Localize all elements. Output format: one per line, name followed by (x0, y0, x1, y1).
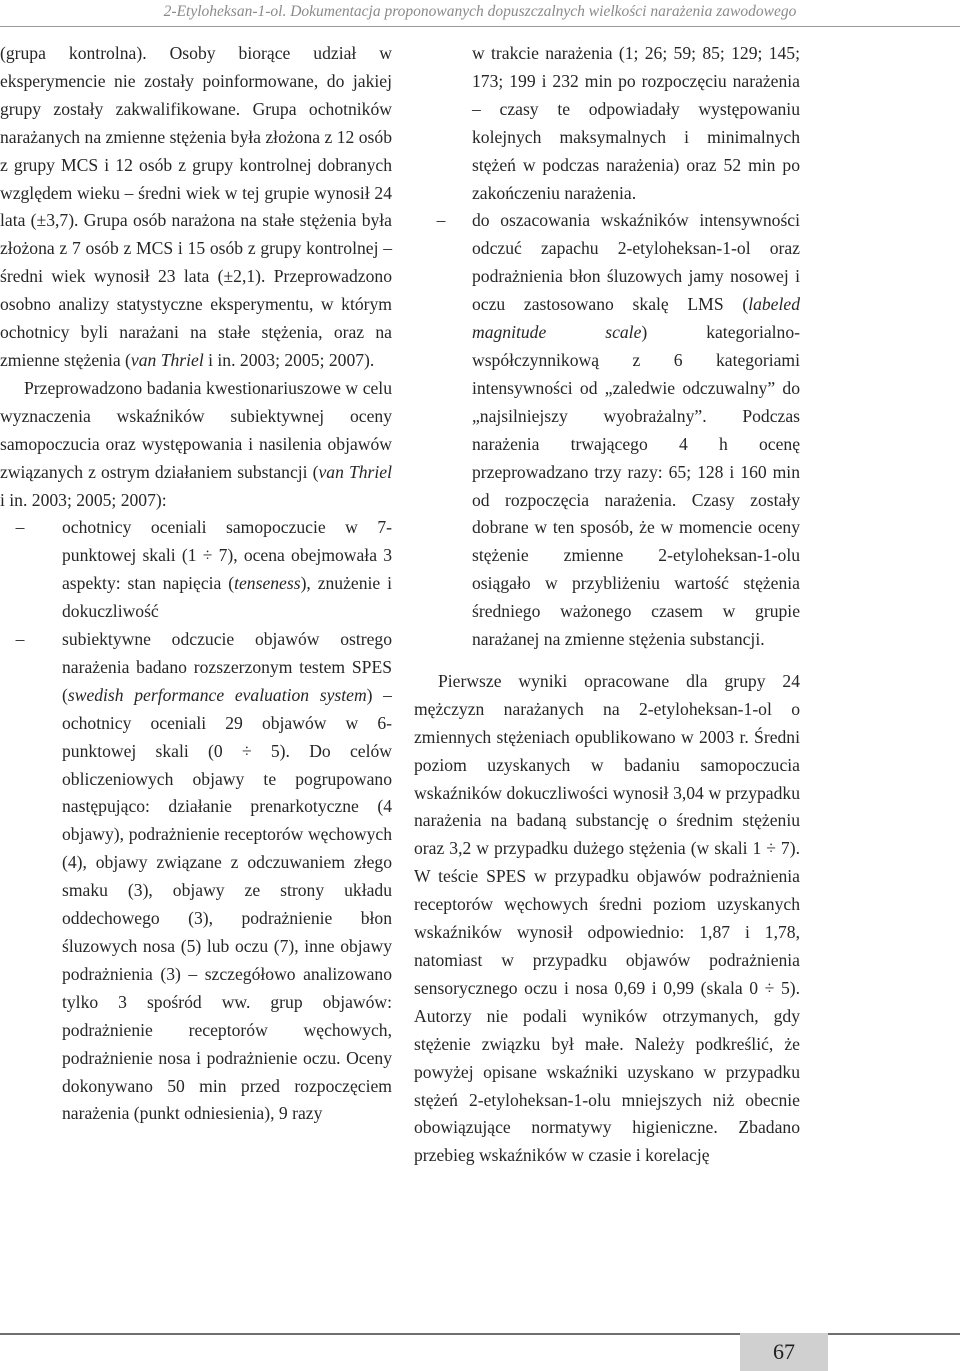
dash-marker: – (15, 629, 25, 650)
paragraph-questionnaire: Przeprowadzono badania kwestionariuszowe w celu wyznaczenia wskaźników subiektywnej oceny samopoczucia oraz występowania i nasilenia objawów związanych z ostrym działaniem substancji (van Thriel i in. 2003; 2005; 2007): (0, 377, 392, 510)
dash-marker: – (436, 210, 446, 231)
page-number-box (740, 1333, 828, 1371)
paragraph-study-groups: (grupa kontrolna). Osoby biorące udział w eksperymencie nie zostały poinformowane, do jakiej grupy zostały zakwalifikowane. Grupa ochotników narażanych na zmienne stężenia była złożona z 12 osób z grupy MCS i 12 osób z grupy kontrolnej dobranych względem wieku – średni wiek w tej grupie wynosił 24 lata (±3,7). Grupa osób narażona na stałe stężenia była złożona z 7 osób z MCS i 15 osób z grupy kontrolnej – średni wiek wynosił 23 lata (±2,1). Przeprowadzono osobno analizy statystyczne eksperymentu, w którym ochotnicy byli narażani na stałe stężenia, oraz na zmienne stężenia (van Thriel i in. 2003; 2005; 2007). (0, 43, 392, 370)
running-header: 2-Etyloheksan-1-ol. Dokumentacja proponowanych dopuszczalnych wielkości narażenia zawodowego (163, 3, 797, 20)
page-number: 67 (773, 1339, 795, 1364)
right-column (414, 40, 800, 1170)
left-column (0, 40, 392, 1128)
list-item-wellbeing-scale: – ochotnicy oceniali samopoczucie w 7-punktowej skali (1 ÷ 7), ocena obejmowała 3 aspekty: stan napięcia (tenseness), znużenie i dokuczliwość (0, 514, 392, 626)
list-item-spes-test: – subiektywne odczucie objawów ostrego narażenia badano rozszerzonym testem SPES (swedish performance evaluation system) – ochotnicy oceniali 29 objawów w 6-punktowej skali (0 ÷ 5). Do celów obliczeniowych objawy te pogrupowano następująco: działanie prenarkotyczne (4 objawy), podrażnienie receptorów węchowych (4), objawy związane z odczuwaniem złego smaku (3), objawy ze strony układu oddechowego (3), podrażnienie błon śluzowych nosa (5) lub oczu (7), inne objawy podrażnienia (3) – szczegółowo analizowano tylko 3 spośród ww. grup objawów: podrażnienie receptorów węchowych, podrażnienie nosa i podrażnienie oczu. Oceny dokonywano 50 min przed rozpoczęciem narażenia (punkt odniesienia), 9 razy (0, 626, 392, 1128)
list-item-continuation: w trakcie narażenia (1; 26; 59; 85; 129; 145; 173; 199 i 232 min po rozpoczęciu narażenia – czasy te odpowiadały występowaniu kolejnych maksymalnych i minimalnych stężeń w podczas narażenia) oraz 52 min po zakończeniu narażenia. (472, 43, 800, 203)
dash-marker: – (15, 517, 25, 538)
right-list (414, 40, 800, 654)
paragraph-first-results: Pierwsze wyniki opracowane dla grupy 24 mężczyzn narażanych na 2-etyloheksan-1-ol o zmiennych stężeniach opublikowano w 2003 r. Średni poziom uzyskanych w badaniu samopoczucia wskaźników dokuczliwości wynosił 3,04 w przypadku narażenia na badaną substancję o średnim stężeniu oraz 3,2 w przypadku dużego stężenia (w skali 1 ÷ 7). W teście SPES w przypadku objawów podrażnienia receptorów węchowych średni poziom uzyskanych wskaźników wynosił odpowiednio: 1,87 i 1,78, natomiast w przypadku objawów podrażnienia sensorycznego oczu i nosa 0,69 i 0,99 (skala 0 ÷ 5). Autorzy nie podali wyników otrzymanych, gdy stężenie związku był małe. Należy podkreślić, że powyżej opisane wskaźniki uzyskano w przypadku stężeń 2-etyloheksan-1-olu mniejszych niż obecnie obowiązujące normatywy higieniczne. Zbadano przebieg wskaźników w czasie i korelację (414, 670, 800, 1166)
header-divider (0, 26, 960, 27)
list-item-lms-scale: – do oszacowania wskaźników intensywności odczuć zapachu 2-etyloheksan-1-ol oraz podrażnienia błon śluzowych jamy nosowej i oczu zastosowano skalę LMS (labeled magnitude scale) kategorialno-współczynnikową z 6 kategoriami intensywności od „zaledwie odczuwalny” do „najsilniejszy wyobrażalny”. Podczas narażenia trwającego 4 h ocenę przeprowadzano trzy razy: 65; 128 i 160 min od rozpoczęcia narażenia. Czasy zostały dobrane w ten sposób, że w momencie oceny stężenie zmienne 2-etyloheksan-1-olu osiągało w przybliżeniu wartość stężenia średniego ważonego czasem w grupie narażanej na zmienne stężenia substancji. (414, 207, 800, 654)
